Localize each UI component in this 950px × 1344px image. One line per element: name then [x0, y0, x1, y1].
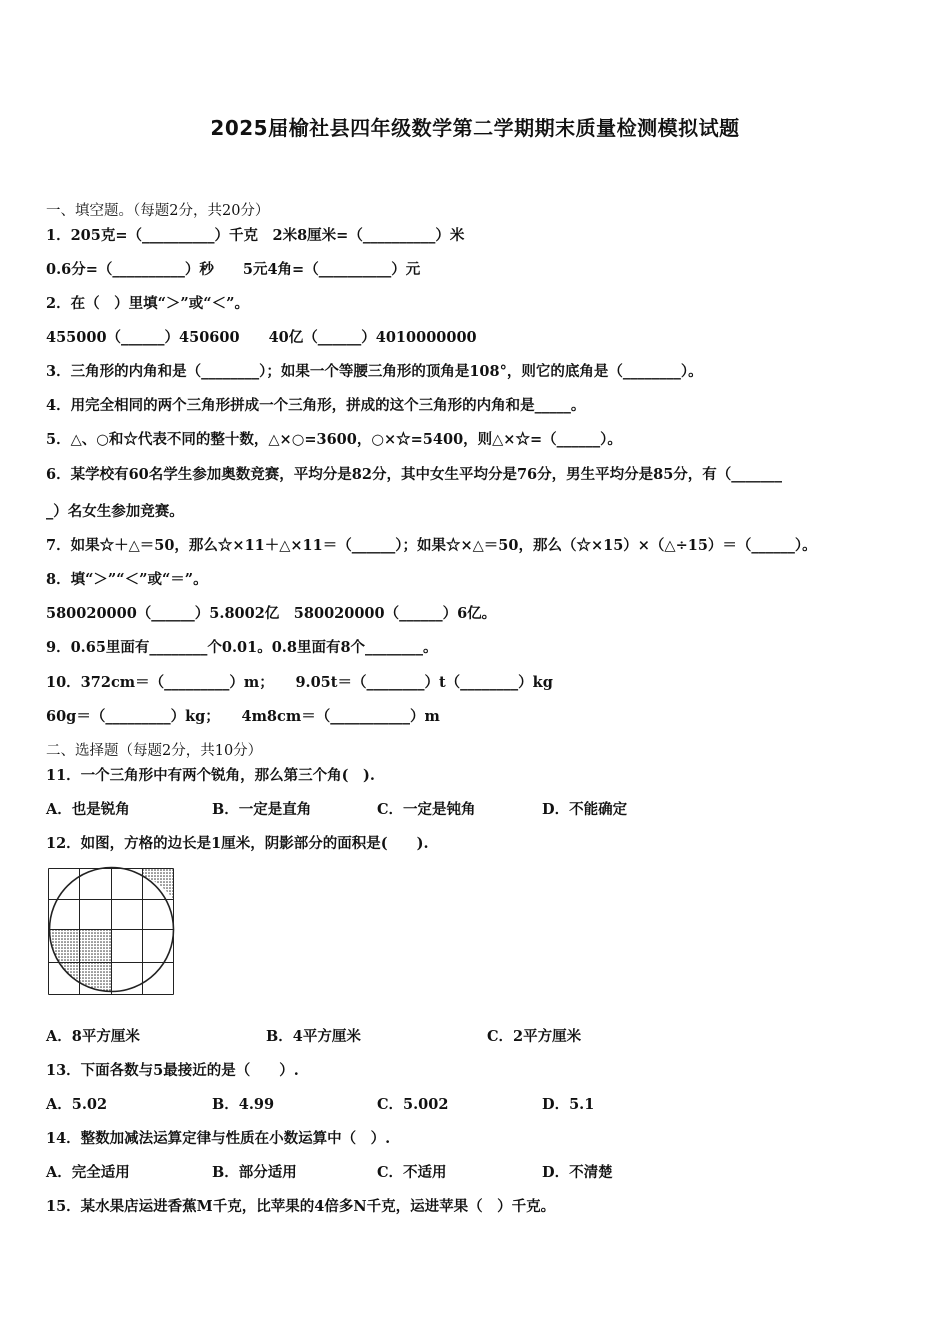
- q8-line: 580020000（______）5.8002亿 580020000（______）6亿。: [46, 605, 497, 622]
- q2-line: 455000（______）450600 40亿（______）4010000000: [46, 329, 477, 346]
- q10-line1: 10．372cm＝（_________）m； 9.05t＝（________）t（________）kg: [46, 674, 553, 691]
- q13-option-a: A．5.02: [46, 1096, 108, 1113]
- q1-line1: 1．205克=（__________）千克 2米8厘米=（__________）米: [46, 227, 465, 244]
- q12-figure: [46, 866, 178, 1000]
- q13-stem: 13．下面各数与5最接近的是（ ）.: [46, 1062, 299, 1079]
- q12-option-c: C．2平方厘米: [487, 1028, 582, 1045]
- q11-stem: 11．一个三角形中有两个锐角，那么第三个角( ).: [46, 767, 375, 784]
- q2-stem: 2．在（ ）里填“＞”或“＜”。: [46, 295, 249, 312]
- page-title: 2025届榆社县四年级数学第二学期期末质量检测模拟试题: [210, 116, 740, 140]
- q6-line1: 6．某学校有60名学生参加奥数竞赛，平均分是82分，其中女生平均分是76分，男生平均分是85分，有（_______: [46, 466, 783, 483]
- q13-option-b: B．4.99: [212, 1096, 275, 1113]
- q1-line2: 0.6分=（__________）秒 5元4角=（__________）元: [46, 261, 421, 278]
- q6-line2: _）名女生参加竞赛。: [46, 503, 184, 520]
- q8-stem: 8．填“＞”“＜”或“＝”。: [46, 571, 208, 588]
- q14-stem: 14．整数加减法运算定律与性质在小数运算中（ ）.: [46, 1130, 391, 1147]
- q12-stem: 12．如图，方格的边长是1厘米，阴影部分的面积是( ).: [46, 835, 429, 852]
- q11-option-a: A．也是锐角: [46, 801, 130, 818]
- q4: 4．用完全相同的两个三角形拼成一个三角形，拼成的这个三角形的内角和是_____。: [46, 397, 586, 414]
- q11-option-b: B．一定是直角: [212, 801, 312, 818]
- shaded-corner-region: [143, 869, 174, 900]
- q11-option-c: C．一定是钝角: [377, 801, 476, 818]
- q14-option-a: A．完全适用: [46, 1164, 130, 1181]
- q12-option-a: A．8平方厘米: [46, 1028, 140, 1045]
- q12-option-b: B．4平方厘米: [266, 1028, 361, 1045]
- q13-option-c: C．5.002: [377, 1096, 449, 1113]
- q14-option-b: B．部分适用: [212, 1164, 297, 1181]
- q13-option-d: D．5.1: [542, 1096, 595, 1113]
- q9: 9．0.65里面有________个0.01。0.8里面有8个________。: [46, 639, 438, 656]
- section2-heading: 二、选择题（每题2分，共10分）: [46, 743, 263, 759]
- q11-option-d: D．不能确定: [542, 801, 628, 818]
- q5: 5．△、○和☆代表不同的整十数，△×○=3600，○×☆=5400，则△×☆=（______）。: [46, 431, 622, 448]
- section1-heading: 一、填空题。（每题2分，共20分）: [46, 203, 270, 219]
- q3: 3．三角形的内角和是（________）；如果一个等腰三角形的顶角是108°，则它的底角是（________）。: [46, 363, 703, 380]
- q15-stem: 15．某水果店运进香蕉M千克，比苹果的4倍多N千克，运进苹果（ ）千克。: [46, 1198, 556, 1215]
- q14-option-c: C．不适用: [377, 1164, 447, 1181]
- q10-line2: 60g＝（_________）kg； 4m8cm＝（___________）m: [46, 708, 440, 725]
- q7: 7．如果☆＋△＝50，那么☆×11＋△×11＝（______）；如果☆×△＝50，那么（☆×15）×（△÷15）＝（______）。: [46, 537, 817, 554]
- q14-option-d: D．不清楚: [542, 1164, 613, 1181]
